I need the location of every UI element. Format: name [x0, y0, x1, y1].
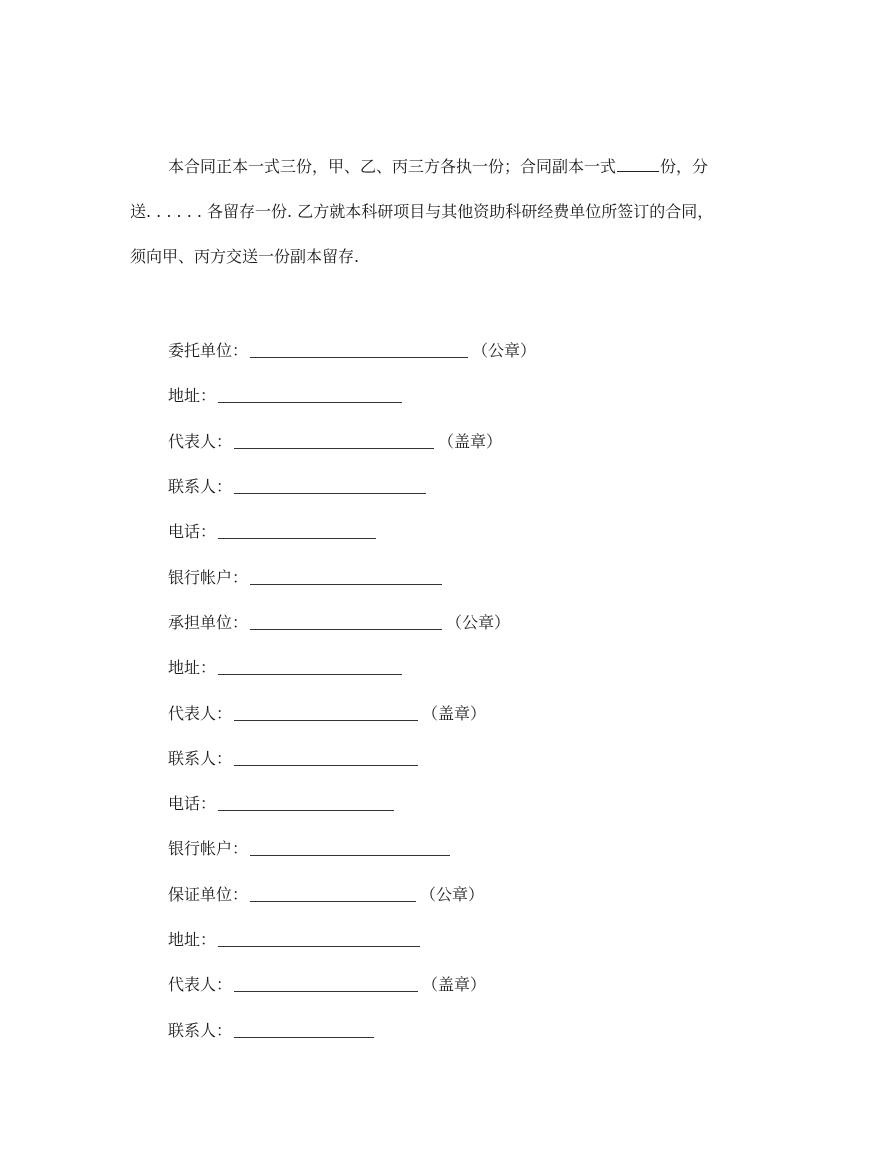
field-suffix: （公章）	[472, 341, 537, 361]
fill-line	[218, 794, 394, 811]
fill-line	[250, 613, 442, 630]
signature-fields	[168, 327, 768, 1052]
intro-text-1b: 份，分	[660, 157, 709, 176]
field-row	[168, 916, 768, 961]
field-label: 银行帐户：	[168, 567, 249, 587]
field-label: 电话：	[168, 522, 217, 542]
field-label: 电话：	[168, 794, 217, 814]
field-suffix: （公章）	[420, 884, 485, 904]
fill-line	[218, 658, 402, 675]
field-row	[168, 871, 768, 916]
field-row	[168, 553, 768, 598]
fill-line	[250, 568, 442, 585]
field-label: 代表人：	[168, 431, 233, 451]
field-label: 联系人：	[168, 1020, 233, 1040]
field-label: 委托单位：	[168, 341, 249, 361]
fill-line	[250, 885, 416, 902]
field-row	[168, 961, 768, 1006]
field-row	[168, 508, 768, 553]
fill-line	[250, 839, 450, 856]
field-row	[168, 1006, 768, 1051]
fill-line	[218, 930, 420, 947]
field-label: 地址：	[168, 930, 217, 949]
intro-text-1a: 本合同正本一式三份，甲、乙、丙三方各执一份；合同副本一式	[168, 157, 617, 176]
field-label: 联系人：	[168, 748, 233, 768]
intro-line-2: 送. . . . . . 各留存一份. 乙方就本科研项目与其他资助科研经费单位所签订的合同，	[130, 202, 714, 221]
field-suffix: （盖章）	[422, 703, 487, 723]
fill-line	[234, 749, 418, 766]
fill-line	[218, 386, 402, 403]
field-row	[168, 689, 768, 734]
field-row	[168, 599, 768, 644]
field-label: 地址：	[168, 386, 217, 406]
field-row	[168, 327, 768, 372]
field-row	[168, 735, 768, 780]
field-row	[168, 372, 768, 417]
field-row	[168, 825, 768, 870]
intro-line-1	[130, 144, 770, 189]
field-row	[168, 418, 768, 463]
field-label: 保证单位：	[168, 884, 249, 904]
field-label: 承担单位：	[168, 612, 249, 632]
fill-line	[234, 1021, 374, 1038]
field-row	[168, 780, 768, 825]
field-suffix: （盖章）	[422, 975, 487, 995]
field-row	[168, 463, 768, 508]
field-label: 地址：	[168, 658, 217, 678]
fill-line	[234, 432, 434, 449]
field-row	[168, 644, 768, 689]
field-suffix: （公章）	[446, 612, 511, 632]
intro-paragraph	[130, 144, 770, 279]
field-label: 联系人：	[168, 477, 233, 497]
fill-line	[218, 522, 376, 539]
field-suffix: （盖章）	[438, 431, 503, 451]
fill-line	[234, 477, 426, 494]
fill-line	[234, 975, 418, 992]
fill-line	[234, 704, 418, 721]
field-label: 银行帐户：	[168, 839, 249, 859]
copies-blank	[617, 157, 659, 172]
field-label: 代表人：	[168, 703, 233, 723]
fill-line	[250, 341, 468, 358]
intro-line-3: 须向甲、丙方交送一份副本留存.	[130, 247, 360, 266]
field-label: 代表人：	[168, 975, 233, 995]
